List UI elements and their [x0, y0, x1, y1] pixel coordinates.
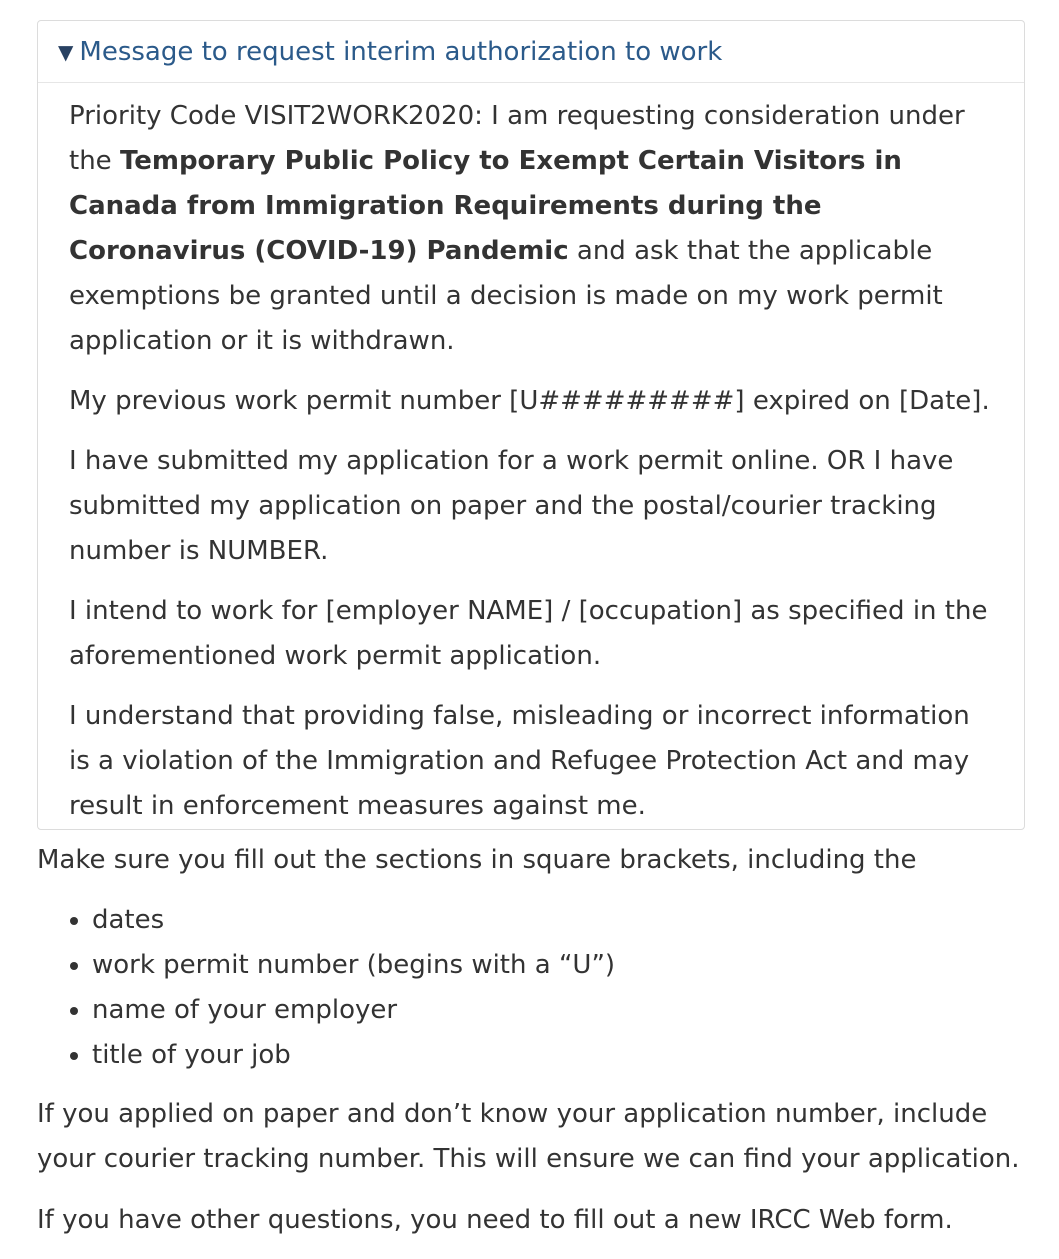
list-item: work permit number (begins with a “U”) — [92, 943, 1027, 988]
instructions-section — [37, 838, 1027, 1243]
policy-title: Temporary Public Policy to Exempt Certain Visitors in Canada from Immigration Requirements during the Coronavirus (COVID-19) Pandemic — [69, 146, 902, 266]
message-paragraph-priority — [69, 94, 994, 364]
instructions-intro: Make sure you fill out the sections in square brackets, including the — [37, 845, 917, 875]
list-item: name of your employer — [92, 988, 1027, 1033]
paper-application-note: If you applied on paper and don’t know your application number, include your courier tracking number. This will ensure we can find your application. — [37, 1099, 1020, 1174]
message-p1-prefix: Priority Code VISIT2WORK2020: I am requesting consideration under the — [69, 101, 965, 176]
list-item: title of your job — [92, 1033, 1027, 1078]
other-questions-note: If you have other questions, you need to fill out a new IRCC Web form. — [37, 1205, 953, 1235]
message-paragraph-declaration: I understand that providing false, misleading or incorrect information is a violation of the Immigration and Refugee Protection Act and may result in enforcement measures against me. — [69, 701, 970, 821]
message-paragraph-employer: I intend to work for [employer NAME] / [occupation] as specified in the aforementioned work permit application. — [69, 596, 988, 671]
details-summary-toggle[interactable] — [38, 21, 1024, 83]
message-paragraph-previous-permit: My previous work permit number [U#########] expired on [Date]. — [69, 386, 990, 416]
message-paragraph-submission: I have submitted my application for a work permit online. OR I have submitted my application on paper and the postal/courier tracking number is NUMBER. — [69, 446, 954, 566]
details-summary-label[interactable]: Message to request interim authorization to work — [79, 36, 723, 67]
list-item: dates — [92, 898, 1027, 943]
details-panel — [37, 20, 1025, 830]
details-content — [38, 83, 1024, 829]
triangle-down-icon: ▼ — [58, 39, 74, 64]
instructions-list — [37, 898, 1027, 1078]
message-p1-suffix: and ask that the applicable exemptions be granted until a decision is made on my work permit application or it is withdrawn. — [69, 236, 943, 356]
